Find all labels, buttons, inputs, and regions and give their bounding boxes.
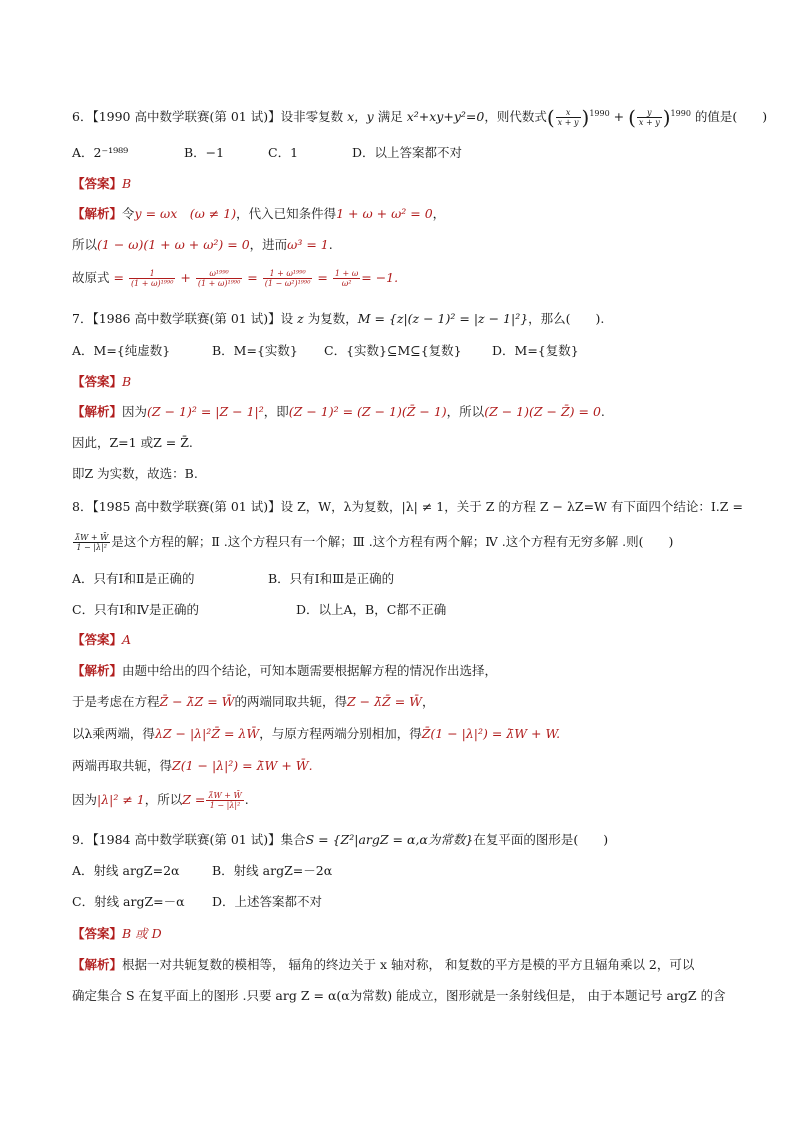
q6-frac1 <box>556 108 581 127</box>
q6-frac2-den: x + y <box>638 118 660 127</box>
q8-a1: 由题中给出的四个结论，可知本题需要根据解方程的情况作出选择， <box>122 663 498 678</box>
q6-answer-value: B <box>122 176 132 191</box>
q7-answer-value: B <box>122 374 132 389</box>
q6-analysis-tag: 【解析】 <box>72 206 123 221</box>
q6-a3-end: = −1. <box>361 270 399 285</box>
q6-option-d: D．以上答案都不对 <box>352 145 463 160</box>
q6-a3-frac3 <box>263 269 313 288</box>
q8-a3-m1: λZ − |λ|²Z̄ = λW̄ <box>154 726 260 741</box>
q8-a4-m: Z(1 − |λ|²) = λ̄W + W̄. <box>172 758 313 773</box>
q8-answer-value: A <box>122 632 132 647</box>
q9-option-b: B．射线 argZ=－2α <box>212 863 333 878</box>
q7-a1-d: . <box>600 404 605 419</box>
q6-a3-frac4 <box>333 269 360 288</box>
q8-a5-a: 因为 <box>72 792 98 807</box>
q9-option-a: A．射线 argZ=2α <box>72 863 180 878</box>
q8-answer-tag: 【答案】 <box>72 632 123 647</box>
q6-a2-b: ，进而 <box>249 237 288 252</box>
q6-stem: 6．【1990 高中数学联赛(第 01 试)】设非零复数 x，y 满足 x²+xy+y²=0，则代数式( $\frac{x}{x + y}$ )$^{1990}$ + ( $\frac{y}{x + y}$ )$^{1990}$ 的值是( ) <box>72 105 768 130</box>
q9-analysis-tag: 【解析】 <box>72 957 123 972</box>
q8-a4-a: 两端再取共轭，得 <box>72 758 173 773</box>
q8-a3-a: 以λ乘两端，得 <box>72 726 155 741</box>
q8-analysis-line-2 <box>72 694 734 710</box>
q6-analysis-line-2 <box>72 237 734 253</box>
q9-answer-value: B 或 D <box>122 926 162 941</box>
q9-analysis-line-1 <box>72 957 734 973</box>
q6-exp2: 1990 <box>670 108 691 118</box>
q6-a2-a: 所以 <box>72 237 98 252</box>
q8-a5-c: . <box>244 792 249 807</box>
q9-source: 【1984 高中数学联赛(第 01 试)】 <box>92 832 281 847</box>
q6-a1-m1: y = ωx (ω ≠ 1) <box>134 206 237 221</box>
q9-stem <box>72 832 734 848</box>
q7-a1-b: ，即 <box>263 404 289 419</box>
q6-source: 【1990 高中数学联赛(第 01 试)】 <box>92 109 281 124</box>
q8-analysis-line-4 <box>72 758 734 774</box>
q8-analysis-tag: 【解析】 <box>72 663 123 678</box>
q8-analysis-line-3 <box>72 726 734 742</box>
q6-stem-text-b: 满足 <box>377 109 403 124</box>
q6-option-c: C．1 <box>268 145 299 160</box>
q6-frac2 <box>637 108 662 127</box>
q6-stem-text-a: 设非零复数 <box>280 109 344 124</box>
q9-option-d: D．上述答案都不对 <box>212 894 323 909</box>
q7-number: 7． <box>72 311 93 326</box>
q9-option-c: C．射线 argZ=－α <box>72 894 185 909</box>
q7-a1-m3: (Z − 1)(Z − Z̄) = 0 <box>484 404 601 419</box>
q7-set: M = {z|(z − 1)² = |z − 1|²} <box>357 311 529 326</box>
q7-option-d: D．M={复数} <box>492 343 579 358</box>
q7-analysis-line-3: 即Z 为实数，故选：B. <box>72 466 198 481</box>
q8-option-d: D．以上A，B，C都不正确 <box>296 602 447 617</box>
q8-stem-line-1 <box>72 499 743 515</box>
q7-option-b: B．M={实数} <box>212 343 298 358</box>
q8-source: 【1985 高中数学联赛(第 01 试)】 <box>92 499 281 514</box>
q6-a2-m2: ω³ = 1 <box>287 237 329 252</box>
q9-number: 9． <box>72 832 93 847</box>
q6-frac2-num: y <box>637 108 662 118</box>
paren-close: ) <box>662 105 671 130</box>
q7-a1-m2: (Z − 1)² = (Z − 1)(Z̄ − 1) <box>288 404 447 419</box>
q8-stem-line-2 <box>72 530 734 554</box>
q6-a2-m: (1 − ω)(1 + ω + ω²) = 0 <box>97 237 250 252</box>
q6-answer-tag: 【答案】 <box>72 176 123 191</box>
q8-number: 8． <box>72 499 93 514</box>
q6-a3-a: 故原式 <box>72 270 110 285</box>
q6-a1-m2: 1 + ω + ω² = 0 <box>336 206 433 221</box>
q6-a1-a: 令 <box>122 206 135 221</box>
q6-stem-text-c: ，则代数式 <box>484 109 547 124</box>
q8-a5-frac <box>206 791 243 810</box>
q6-a2-c: . <box>328 237 333 252</box>
q8-analysis-line-5 <box>72 788 734 812</box>
q7-stem <box>72 311 734 327</box>
q8-a3-m2: Z̄(1 − |λ|²) = λ̄W + W. <box>421 726 561 741</box>
q7-stem-b: 为复数， <box>307 311 358 326</box>
q6-vars: x，y <box>347 109 374 124</box>
q6-a3-f3d: (1 − ω²)¹⁹⁹⁰ <box>264 279 311 288</box>
q6-exp1: 1990 <box>589 108 610 118</box>
q6-analysis-line-3: 故原式 = $\frac{1}{\text{(1 + ω)¹⁹⁹⁰}}$ + $\frac{\text{ω¹⁹⁹⁰}}{\text{(1 + ω)¹⁹⁹⁰}}$ = $\frac{\text{1 + ω¹⁹⁹⁰}}{\text{(1 − ω²)¹⁹⁹⁰}}$ = $\frac{1 + \omega}{\text{ω²}}$ = −1. <box>72 269 399 288</box>
q9-answer-tag: 【答案】 <box>72 926 123 941</box>
q8-a3-b: ，与原方程两端分别相加，得 <box>259 726 422 741</box>
q8-a5-b: ，所以 <box>144 792 183 807</box>
q6-a3-frac1 <box>129 269 175 288</box>
q8-frac-num: λ̄W + W̄ <box>75 533 109 542</box>
q7-answer-tag: 【答案】 <box>72 374 123 389</box>
q7-source: 【1986 高中数学联赛(第 01 试)】 <box>92 311 281 326</box>
q6-a1-b: ，代入已知条件得 <box>236 206 337 221</box>
q6-frac1-num: x <box>556 108 581 118</box>
q8-a2-a: 于是考虑在方程 <box>72 694 160 709</box>
q7-stem-c: ，那么( ). <box>528 311 605 326</box>
q7-stem-a: 设 <box>280 311 294 326</box>
q6-stem-text-d: 的值是( ) <box>694 109 768 124</box>
q8-stem-b: 是这个方程的解；Ⅱ .这个方程只有一个解；Ⅲ .这个方程有两个解；Ⅳ .这个方程有无穷多解 .则( ) <box>111 534 674 549</box>
q7-analysis-line-2: 因此，Z=1 或Z = Z̄. <box>72 435 193 450</box>
q8-a2-c: ， <box>422 694 435 709</box>
q9-answer <box>72 926 734 942</box>
q8-analysis-line-1 <box>72 663 734 679</box>
q9-set: S = {Z²|argZ = α,α为常数} <box>305 832 474 847</box>
q6-option-b: B．−1 <box>184 145 225 160</box>
q7-a1-a: 因为 <box>122 404 148 419</box>
q6-analysis-line-1 <box>72 206 734 222</box>
q7-option-a: A．M={纯虚数} <box>72 343 171 358</box>
q7-analysis-tag: 【解析】 <box>72 404 123 419</box>
q6-option-a: A．2⁻¹⁹⁸⁹ <box>72 145 129 160</box>
q8-a5-m2: Z = <box>182 792 206 807</box>
paren-open: ( <box>628 105 636 130</box>
q6-a3-f4d: ω² <box>341 279 352 288</box>
q7-option-c: C．{实数}⊆M⊆{复数} <box>324 343 462 358</box>
q8-a2-m2: Z − λ̄Z̄ = W̄ <box>347 694 422 709</box>
q9-stem-b: 在复平面的图形是( ) <box>473 832 609 847</box>
q6-answer <box>72 176 734 192</box>
q7-a1-c: ，所以 <box>446 404 485 419</box>
q8-a2-m1: Z̄ − λ̄Z = W̄ <box>159 694 235 709</box>
q6-a3-f1d: (1 + ω)¹⁹⁹⁰ <box>130 279 174 288</box>
q6-a3-f1n: 1 <box>129 269 175 279</box>
q7-var: z <box>297 311 304 326</box>
q6-a3-f4n: 1 + ω <box>334 269 359 278</box>
q7-analysis-line-1 <box>72 404 734 420</box>
q7-answer <box>72 374 734 390</box>
q6-a3-frac2 <box>196 269 242 288</box>
q6-a1-c: ， <box>432 206 446 221</box>
q9-stem-a: 集合 <box>280 832 306 847</box>
paren-close: ) <box>581 105 590 130</box>
q9-a1: 根据一对共轭复数的模相等， 辐角的终边关于 x 轴对称， 和复数的平方是模的平方且辐角乘以 2，可以 <box>122 957 695 972</box>
q6-a3-f2d: (1 + ω)¹⁹⁹⁰ <box>197 279 241 288</box>
q8-option-a: A．只有Ⅰ和Ⅱ是正确的 <box>72 571 195 586</box>
q8-a2-b: 的两端同取共轭，得 <box>234 694 348 709</box>
q8-option-c: C．只有Ⅰ和Ⅳ是正确的 <box>72 602 199 617</box>
paren-open: ( <box>546 105 555 130</box>
q8-stem-a: 设 Z，W，λ为复数，|λ| ≠ 1，关于 Z 的方程 Z − λZ=W 有下面四个结论：Ⅰ.Z = <box>280 499 743 514</box>
q6-number: 6． <box>72 109 93 124</box>
q8-a5-fn: λ̄W + W̄ <box>208 791 242 800</box>
q8-frac-den: 1 − |λ|² <box>76 543 107 552</box>
q6-a3-f3n: 1 + ω¹⁹⁹⁰ <box>263 269 313 279</box>
q8-a5-fd: 1 − |λ|² <box>209 801 241 810</box>
q6-a3-f2n: ω¹⁹⁹⁰ <box>196 269 242 279</box>
q8-answer <box>72 632 734 648</box>
q6-condition: x²+xy+y²=0 <box>406 109 485 124</box>
q6-frac1-den: x + y <box>557 118 579 127</box>
q7-a1-m1: (Z − 1)² = |Z − 1|² <box>147 404 264 419</box>
q8-option-b: B．只有Ⅰ和Ⅲ是正确的 <box>268 571 395 586</box>
q9-analysis-line-2: 确定集合 S 在复平面上的图形 .只要 arg Z = α(α为常数) 能成立，图形就是一条射线但是， 由于本题记号 argZ 的含 <box>72 988 726 1003</box>
q8-a5-m1: |λ|² ≠ 1 <box>97 792 145 807</box>
q8-frac <box>73 533 110 552</box>
